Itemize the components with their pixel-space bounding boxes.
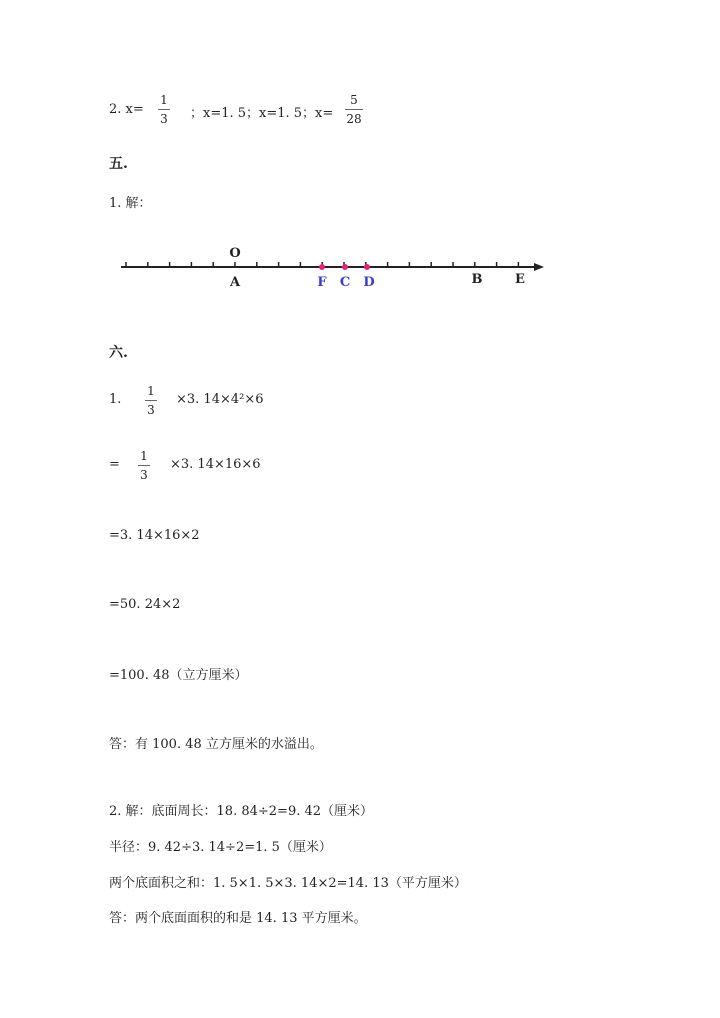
fraction-bar [345,109,363,110]
fraction-denominator: 28 [346,112,362,126]
fraction-numerator: 1 [160,93,168,107]
label-D: D [363,275,375,290]
fraction-numerator: 1 [147,384,155,398]
point-F [319,264,325,270]
sec6-q2-line1: 2. 解：底面周长：18. 84÷2=9. 42（厘米） [109,804,374,819]
arrow-head-icon [534,263,544,271]
point-C [342,264,348,270]
label-C: C [339,275,351,290]
fraction-denominator: 3 [160,112,168,126]
sec6-q2-line3: 两个底面积之和：1. 5×1. 5×3. 14×2=14. 13（平方厘米） [109,876,467,891]
label-E: E [515,272,525,287]
fraction-one-third [138,450,150,481]
fraction-bar [158,109,170,110]
sec6-q2-answer: 答：两个底面面积的和是 14. 13 平方厘米。 [109,911,367,926]
q1-expression-step2: ×3. 14×16×6 [170,457,261,472]
sec5-q1-label: 1. 解： [109,196,152,211]
sec6-q1-line4: =50. 24×2 [109,597,181,612]
fraction-five-28ths [345,94,363,125]
fraction-bar [145,400,157,401]
fraction-numerator: 5 [350,93,358,107]
label-A: A [229,275,241,290]
section-five-heading: 五. [109,156,128,172]
q2-middle: ；x=1. 5；x=1. 5；x= [190,106,334,121]
label-F: F [317,275,327,290]
fraction-one-third [145,385,157,416]
sec6-q1-line5: =100. 48（立方厘米） [109,668,248,683]
fraction-bar [138,465,150,466]
fraction-numerator: 1 [140,449,148,463]
q2-prefix: 2. x= [109,102,144,117]
label-B: B [471,272,483,287]
point-D [364,264,370,270]
number-line [0,236,720,296]
section-six-heading: 六. [109,345,128,361]
fraction-denominator: 3 [147,403,155,417]
sec6-q2-line2: 半径：9. 42÷3. 14÷2=1. 5（厘米） [109,840,332,855]
fraction-one-third [158,94,170,125]
label-O: O [229,246,241,261]
q1-number: 1. [109,392,122,407]
sec6-q1-line3: =3. 14×16×2 [109,528,200,543]
sec6-q1-answer: 答：有 100. 48 立方厘米的水溢出。 [109,737,323,752]
q1-expression: ×3. 14×4²×6 [176,392,264,407]
equals-sign: = [109,457,120,472]
fraction-denominator: 3 [140,468,148,482]
